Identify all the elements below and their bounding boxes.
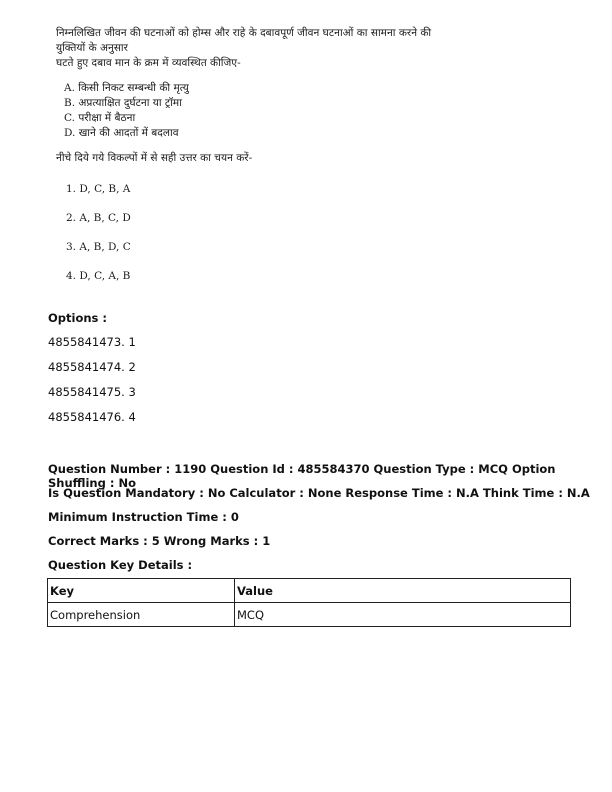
- option-id-3: 4855841475. 3: [48, 385, 136, 399]
- table-header-key: Key: [48, 579, 235, 603]
- question-meta-line-2: Is Question Mandatory : No Calculator : None Response Time : N.A Think Time : N.A: [48, 486, 590, 500]
- question-meta-line-1: Question Number : 1190 Question Id : 485584370 Question Type : MCQ Option Shuffling : No: [48, 462, 556, 490]
- choice-a: A. किसी निकट सम्बन्धी की मृत्यु: [64, 82, 189, 94]
- option-id-2: 4855841474. 2: [48, 360, 136, 374]
- key-details-table: [47, 578, 571, 627]
- options-label: Options :: [48, 311, 107, 325]
- answer-option-4: 4. D, C, A, B: [66, 270, 131, 282]
- choice-list: [64, 81, 456, 141]
- answer-option-2: 2. A, B, C, D: [66, 212, 131, 224]
- stem-line-2: घटते हुए दबाव मान के क्रम में व्यवस्थित कीजिए-: [56, 57, 241, 69]
- table-header-row: [48, 579, 571, 603]
- key-details-label: Question Key Details :: [48, 558, 193, 572]
- answer-option-list: [66, 182, 456, 298]
- stem-line-1: निम्नलिखित जीवन की घटनाओं को होम्स और राहे के दबावपूर्ण जीवन घटनाओं का सामना करने की युक्तियों के अनुसार: [56, 27, 432, 54]
- question-meta-line-3: Minimum Instruction Time : 0: [48, 510, 239, 524]
- instruction: नीचे दिये गये विकल्पों में से सही उत्तर का चयन करें-: [56, 152, 253, 164]
- question-image: [56, 26, 456, 298]
- option-id-1: 4855841473. 1: [48, 335, 136, 349]
- answer-option-1: 1. D, C, B, A: [66, 183, 131, 195]
- marks-line: Correct Marks : 5 Wrong Marks : 1: [48, 534, 271, 548]
- choice-b: B. अप्रत्याक्षित दुर्घटना या ट्रॉमा: [64, 97, 182, 109]
- question-stem: [56, 26, 456, 71]
- answer-option-3: 3. A, B, D, C: [66, 241, 131, 253]
- table-row: [48, 603, 571, 627]
- choice-d: D. खाने की आदतों में बदलाव: [64, 127, 179, 139]
- table-cell-value: MCQ: [235, 603, 571, 627]
- option-id-4: 4855841476. 4: [48, 410, 136, 424]
- table-header-value: Value: [235, 579, 571, 603]
- choice-c: C. परीक्षा में बैठना: [64, 112, 136, 124]
- table-cell-key: Comprehension: [48, 603, 235, 627]
